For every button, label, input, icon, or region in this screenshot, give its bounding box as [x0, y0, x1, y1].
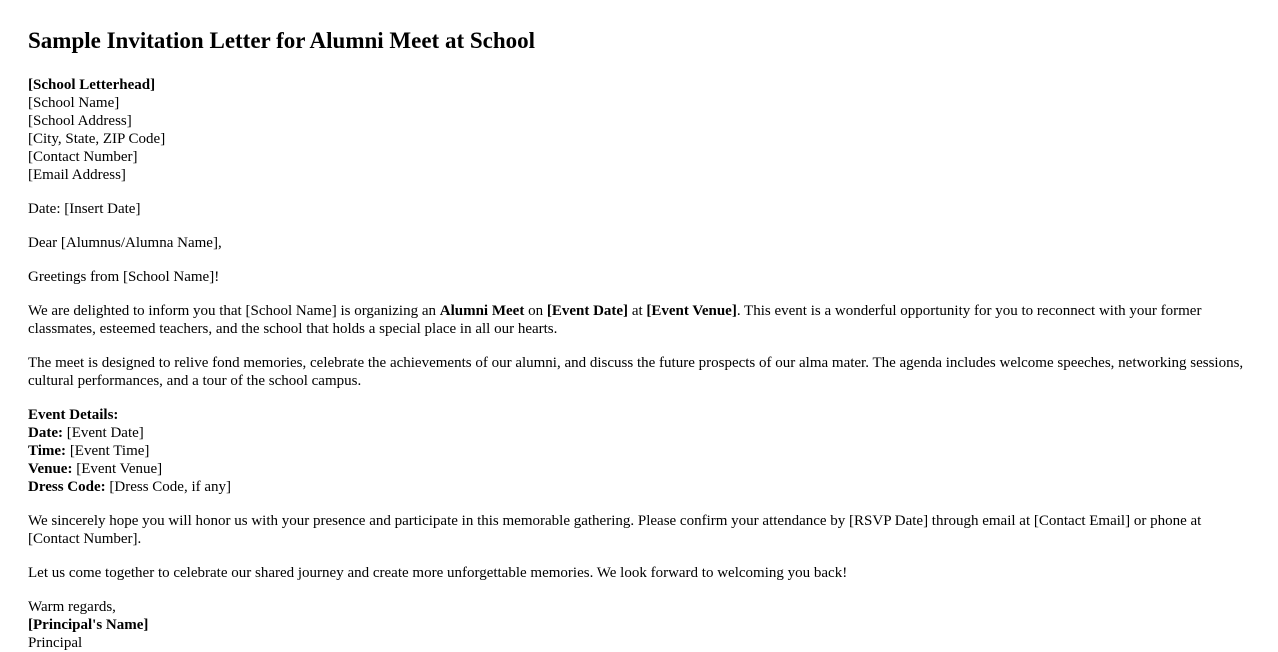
- contact-number-line: [Contact Number]: [28, 149, 138, 165]
- rsvp-paragraph: We sincerely hope you will honor us with your presence and participate in this memorable gathering. Please confirm your attendance by [RSVP Date] through email at [Contact Email] or phone at [Contact Number].: [28, 513, 1202, 547]
- intro-text-1: We are delighted to inform you that [School Name] is organizing an: [28, 303, 440, 319]
- principal-role: Principal: [28, 635, 83, 651]
- closing-paragraph: Let us come together to celebrate our shared journey and create more unforgettable memories. We look forward to welcoming you back!: [28, 565, 848, 581]
- event-detail-value: [Dress Code, if any]: [105, 479, 232, 495]
- intro-bold-venue: [Event Venue]: [646, 303, 737, 319]
- event-detail-time: [28, 442, 1250, 460]
- event-detail-value: [Event Time]: [66, 443, 150, 459]
- intro-text-4: . This event is a wonderful opportunity for you to reconnect with your former classmates, esteemed teachers, and the school that holds a special place in all our hearts.: [28, 303, 1202, 337]
- agenda-paragraph: The meet is designed to relive fond memories, celebrate the achievements of our alumni, and discuss the future prospects of our alma mater. The agenda includes welcome speeches, networking sessions, cultural performances, and a tour of the school campus.: [28, 355, 1244, 389]
- event-detail-venue: [28, 460, 1250, 478]
- salutation: Dear [Alumnus/Alumna Name],: [28, 235, 222, 251]
- regards-line: Warm regards,: [28, 599, 116, 615]
- date-line: Date: [Insert Date]: [28, 201, 141, 217]
- intro-bold-date: [Event Date]: [546, 303, 629, 319]
- page-title: Sample Invitation Letter for Alumni Meet at School: [28, 28, 536, 53]
- intro-text-3: at: [628, 303, 647, 319]
- greeting: Greetings from [School Name]!: [28, 269, 220, 285]
- city-state-zip-line: [City, State, ZIP Code]: [28, 131, 166, 147]
- event-details-block: [28, 406, 1250, 496]
- event-detail-label: Venue:: [28, 461, 73, 477]
- intro-text-2: on: [524, 303, 547, 319]
- event-detail-label: Time:: [28, 443, 67, 459]
- event-details-heading: Event Details:: [28, 407, 119, 423]
- event-detail-value: [Event Venue]: [72, 461, 163, 477]
- school-name-line: [School Name]: [28, 95, 120, 111]
- event-detail-value: [Event Date]: [62, 425, 144, 441]
- principal-name: [Principal's Name]: [28, 617, 149, 633]
- email-address-line: [Email Address]: [28, 167, 126, 183]
- event-detail-date: [28, 424, 1250, 442]
- event-detail-dress-code: [28, 478, 1250, 496]
- signature-block: [28, 598, 1250, 652]
- intro-paragraph: [28, 302, 1250, 338]
- letterhead-label: [School Letterhead]: [28, 77, 156, 93]
- school-address-line: [School Address]: [28, 113, 132, 129]
- intro-bold-event: Alumni Meet: [439, 303, 525, 319]
- event-detail-label: Date:: [28, 425, 63, 441]
- letterhead-block: [28, 76, 1250, 184]
- event-detail-label: Dress Code:: [28, 479, 106, 495]
